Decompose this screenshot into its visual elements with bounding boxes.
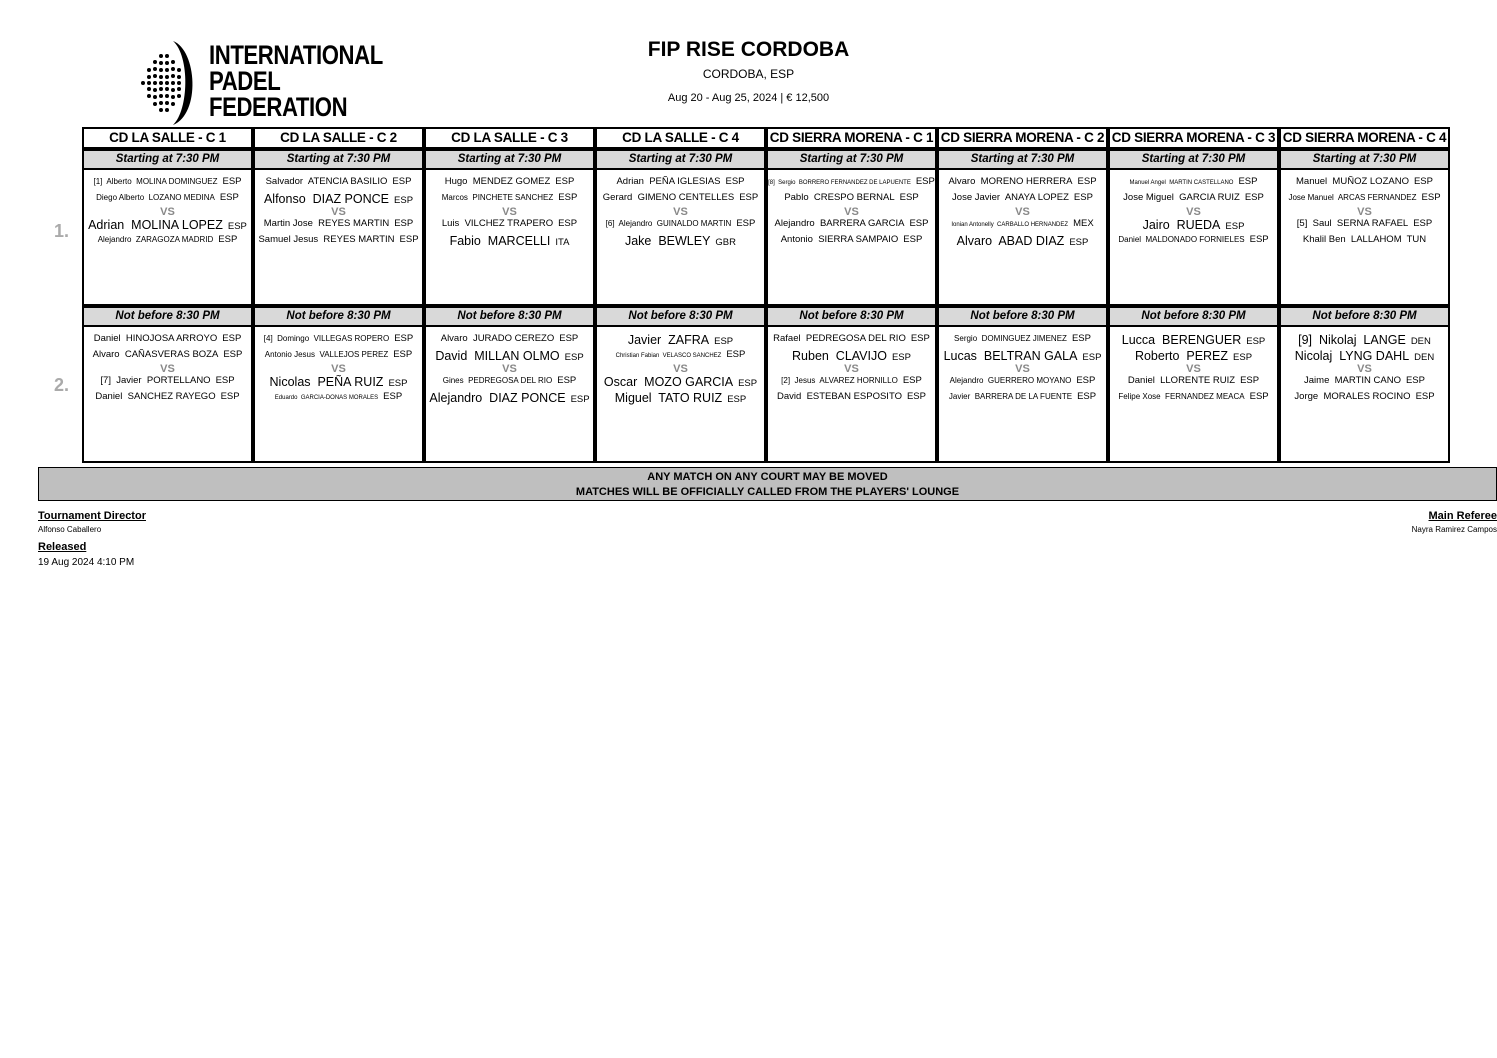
player-nationality: ESP xyxy=(906,391,926,402)
logo-line-1: INTERNATIONAL xyxy=(209,40,383,70)
player-line xyxy=(1110,391,1277,402)
match-time-bar: Starting at 7:30 PM xyxy=(253,149,424,170)
court-header: CD SIERRA MORENA - C 1 xyxy=(766,127,937,149)
versus-label: VS xyxy=(1015,363,1030,375)
match-cell xyxy=(595,170,766,306)
player-nationality: DEN xyxy=(1414,352,1435,363)
versus-label: VS xyxy=(1015,206,1030,218)
player-nationality: ESP xyxy=(223,349,243,360)
player-name: Jorge MORALES ROCINO xyxy=(1294,391,1411,402)
player-line xyxy=(939,234,1106,248)
player-nationality: ESP xyxy=(383,391,403,402)
player-name: Antonio Jesus VALLEJOS PEREZ xyxy=(264,350,389,359)
match-time-bar: Not before 8:30 PM xyxy=(766,306,937,327)
player-line xyxy=(1281,391,1448,402)
player-name: Alfonso DIAZ PONCE xyxy=(263,192,390,206)
match-cell xyxy=(766,170,937,306)
player-line xyxy=(768,349,935,363)
match-cell xyxy=(937,327,1108,463)
versus-label: VS xyxy=(1357,206,1372,218)
player-line xyxy=(84,349,251,360)
match-cell xyxy=(424,170,595,306)
player-name: Marcos PINCHETE SANCHEZ xyxy=(441,193,554,202)
versus-label: VS xyxy=(1186,206,1201,218)
player-nationality: ESP xyxy=(557,375,577,386)
player-line xyxy=(255,192,422,206)
player-name: Fabio MARCELLI xyxy=(449,234,551,248)
player-name: Daniel HINOJOSA ARROYO xyxy=(93,333,218,344)
player-nationality: ESP xyxy=(899,192,919,203)
versus-label: VS xyxy=(502,363,517,375)
player-nationality: ESP xyxy=(910,333,930,344)
player-name: Gines PEDREGOSA DEL RIO xyxy=(442,376,553,385)
player-line xyxy=(1281,333,1448,347)
player-line xyxy=(84,218,251,232)
player-nationality: ESP xyxy=(558,218,578,229)
player-nationality: ESP xyxy=(227,221,247,232)
player-nationality: ESP xyxy=(739,192,759,203)
tournament-title: FIP RISE CORDOBA xyxy=(647,38,850,61)
player-nationality: ESP xyxy=(399,234,419,245)
player-name: Daniel LLORENTE RUIZ xyxy=(1127,375,1236,386)
player-name: Alejandro DIAZ PONCE xyxy=(429,391,566,405)
player-line xyxy=(426,391,593,405)
court-column xyxy=(82,127,253,463)
match-cell xyxy=(424,327,595,463)
player-name: Nicolaj LYNG DAHL xyxy=(1294,349,1410,363)
player-name: Pablo CRESPO BERNAL xyxy=(784,192,895,203)
versus-label: VS xyxy=(502,206,517,218)
player-name: [5] Saul SERNA RAFAEL xyxy=(1296,218,1409,229)
round-number-1: 1. xyxy=(54,221,70,241)
player-line xyxy=(939,333,1106,344)
player-line xyxy=(426,333,593,344)
player-line xyxy=(426,192,593,203)
versus-label: VS xyxy=(331,363,346,375)
player-line xyxy=(768,375,935,386)
versus-label: VS xyxy=(844,206,859,218)
player-line xyxy=(939,218,1106,229)
player-line xyxy=(939,192,1106,203)
player-nationality: ESP xyxy=(1413,218,1433,229)
player-nationality: ESP xyxy=(1246,336,1266,347)
court-header: CD SIERRA MORENA - C 3 xyxy=(1108,127,1279,149)
player-name: Christian Fabian VELASCO SANCHEZ xyxy=(615,353,722,359)
player-name: David ESTEBAN ESPOSITO xyxy=(777,391,902,402)
player-nationality: ESP xyxy=(394,333,414,344)
tournament-director-name: Alfonso Caballero xyxy=(38,525,102,534)
match-cell xyxy=(1279,327,1450,463)
versus-label: VS xyxy=(844,363,859,375)
player-name: Adrian MOLINA LOPEZ xyxy=(88,218,223,232)
player-line xyxy=(768,234,935,245)
player-name: Khalil Ben LALLAHOM xyxy=(1302,234,1402,245)
player-name: Jairo RUEDA xyxy=(1142,218,1221,232)
match-time-bar: Starting at 7:30 PM xyxy=(1279,149,1450,170)
player-nationality: ESP xyxy=(559,333,579,344)
player-name: Martin Jose REYES MARTIN xyxy=(263,218,390,229)
player-nationality: ESP xyxy=(219,192,239,203)
player-name: Antonio SIERRA SAMPAIO xyxy=(780,234,899,245)
player-line xyxy=(597,218,764,229)
player-nationality: TUN xyxy=(1406,234,1427,245)
player-line xyxy=(84,176,251,187)
player-line xyxy=(426,375,593,386)
player-nationality: GBR xyxy=(715,237,737,248)
player-name: [6] Alejandro GUINALDO MARTIN xyxy=(605,219,732,228)
player-nationality: ESP xyxy=(738,378,758,389)
player-nationality: DEN xyxy=(1410,336,1431,347)
player-nationality: ITA xyxy=(555,237,570,248)
player-nationality: ESP xyxy=(215,375,235,386)
player-nationality: ESP xyxy=(1238,176,1258,187)
player-name: Alejandro BARRERA GARCIA xyxy=(774,218,905,229)
tournament-dates-prize: Aug 20 - Aug 25, 2024 | € 12,500 xyxy=(667,92,830,104)
player-nationality: ESP xyxy=(902,375,922,386)
player-nationality: ESP xyxy=(725,176,745,187)
versus-label: VS xyxy=(1357,363,1372,375)
player-line xyxy=(768,218,935,229)
player-nationality: ESP xyxy=(903,234,923,245)
match-cell xyxy=(253,327,424,463)
player-line xyxy=(1110,176,1277,187)
player-line xyxy=(1110,218,1277,232)
versus-label: VS xyxy=(673,206,688,218)
player-line xyxy=(255,333,422,344)
player-nationality: ESP xyxy=(1082,352,1102,363)
player-line xyxy=(768,176,935,187)
match-cell xyxy=(82,327,253,463)
court-header: CD SIERRA MORENA - C 2 xyxy=(937,127,1108,149)
versus-label: VS xyxy=(160,363,175,375)
court-header: CD SIERRA MORENA - C 4 xyxy=(1279,127,1450,149)
player-line xyxy=(1281,176,1448,187)
player-line xyxy=(768,192,935,203)
player-nationality: ESP xyxy=(555,176,575,187)
player-line xyxy=(426,218,593,229)
player-nationality: ESP xyxy=(1077,391,1097,402)
match-time-bar: Starting at 7:30 PM xyxy=(82,149,253,170)
player-nationality: ESP xyxy=(915,176,935,187)
round-number-2: 2. xyxy=(54,375,70,395)
player-nationality: ESP xyxy=(394,195,414,206)
court-header: CD LA SALLE - C 1 xyxy=(82,127,253,149)
player-name: Jose Manuel ARCAS FERNANDEZ xyxy=(1288,193,1417,202)
player-line xyxy=(597,234,764,248)
player-nationality: ESP xyxy=(564,352,584,363)
player-line xyxy=(255,176,422,187)
player-line xyxy=(426,176,593,187)
player-name: Jaime MARTIN CANO xyxy=(1304,375,1401,386)
player-name: [4] Domingo VILLEGAS ROPERO xyxy=(263,334,390,343)
player-name: Luis VILCHEZ TRAPERO xyxy=(441,218,554,229)
player-name: Miguel TATO RUIZ xyxy=(614,391,723,405)
match-time-bar: Not before 8:30 PM xyxy=(1108,306,1279,327)
player-nationality: ESP xyxy=(222,176,242,187)
player-nationality: ESP xyxy=(394,218,414,229)
player-nationality: ESP xyxy=(1244,192,1264,203)
player-line xyxy=(1281,218,1448,229)
player-line xyxy=(1281,375,1448,386)
player-name: Samuel Jesus REYES MARTIN xyxy=(258,234,395,245)
player-nationality: ESP xyxy=(1076,375,1096,386)
player-line xyxy=(255,391,422,402)
main-referee-label: Main Referee xyxy=(1428,510,1497,522)
notice-banner xyxy=(38,467,1497,501)
versus-label: VS xyxy=(331,206,346,218)
match-cell xyxy=(1108,327,1279,463)
match-time-bar: Starting at 7:30 PM xyxy=(424,149,595,170)
player-name: Manuel MUÑOZ LOZANO xyxy=(1296,176,1409,187)
player-line xyxy=(768,391,935,402)
player-line xyxy=(1110,192,1277,203)
player-nationality: ESP xyxy=(393,349,413,360)
player-line xyxy=(597,375,764,389)
match-time-bar: Not before 8:30 PM xyxy=(82,306,253,327)
logo-line-2: PADEL xyxy=(209,66,281,96)
player-nationality: ESP xyxy=(727,394,747,405)
player-nationality: ESP xyxy=(891,352,911,363)
versus-label: VS xyxy=(1186,363,1201,375)
player-nationality: ESP xyxy=(1077,176,1097,187)
player-nationality: ESP xyxy=(1073,192,1093,203)
player-name: Jake BEWLEY xyxy=(624,234,711,248)
match-time-bar: Not before 8:30 PM xyxy=(424,306,595,327)
player-nationality: ESP xyxy=(1405,375,1425,386)
match-time-bar: Not before 8:30 PM xyxy=(595,306,766,327)
notice-line-1: ANY MATCH ON ANY COURT MAY BE MOVED xyxy=(647,471,888,483)
player-line xyxy=(255,218,422,229)
player-name: Alejandro ZARAGOZA MADRID xyxy=(97,235,214,244)
player-line xyxy=(597,349,764,360)
player-line xyxy=(255,375,422,389)
player-line xyxy=(1110,234,1277,245)
player-line xyxy=(255,349,422,360)
player-line xyxy=(939,375,1106,386)
player-name: [9] Nikolaj LANGE xyxy=(1298,333,1406,347)
player-line xyxy=(84,375,251,386)
player-nationality: ESP xyxy=(220,391,240,402)
match-cell xyxy=(82,170,253,306)
player-line xyxy=(768,333,935,344)
player-line xyxy=(84,192,251,203)
match-time-bar: Starting at 7:30 PM xyxy=(1108,149,1279,170)
court-header: CD LA SALLE - C 2 xyxy=(253,127,424,149)
player-nationality: ESP xyxy=(1421,192,1441,203)
versus-label: VS xyxy=(673,363,688,375)
player-name: Daniel MALDONADO FORNIELES xyxy=(1118,235,1245,244)
match-cell xyxy=(937,170,1108,306)
player-name: Nicolas PEÑA RUIZ xyxy=(269,375,384,389)
player-name: Ionian Antonelly CARBALLO HERNANDEZ xyxy=(951,222,1069,228)
match-cell xyxy=(1108,170,1279,306)
player-line xyxy=(939,176,1106,187)
tournament-director-label: Tournament Director xyxy=(38,510,146,522)
player-nationality: ESP xyxy=(1233,352,1253,363)
match-cell xyxy=(253,170,424,306)
player-name: Manuel Angel MARTIN CASTELLANO xyxy=(1129,180,1234,186)
player-nationality: MEX xyxy=(1073,218,1094,229)
notice-line-2: MATCHES WILL BE OFFICIALLY CALLED FROM THE PLAYERS' LOUNGE xyxy=(575,486,960,498)
match-time-bar: Starting at 7:30 PM xyxy=(766,149,937,170)
player-name: [8] Sergio BORRERO FERNANDEZ DE LAPUENTE xyxy=(768,180,911,186)
player-nationality: ESP xyxy=(222,333,242,344)
court-column xyxy=(1108,127,1279,463)
player-line xyxy=(1281,192,1448,203)
player-nationality: ESP xyxy=(392,176,412,187)
match-cell xyxy=(1279,170,1450,306)
player-name: David MILLAN OLMO xyxy=(435,349,560,363)
player-name: Lucca BERENGUER xyxy=(1121,333,1242,347)
player-nationality: ESP xyxy=(1069,237,1089,248)
player-name: Eduardo GARCIA-DONAS MORALES xyxy=(274,395,379,401)
court-column xyxy=(937,127,1108,463)
player-nationality: ESP xyxy=(570,394,590,405)
tournament-location: CORDOBA, ESP xyxy=(702,67,795,81)
match-cell xyxy=(766,327,937,463)
match-cell xyxy=(595,327,766,463)
court-column xyxy=(424,127,595,463)
player-line xyxy=(597,391,764,405)
player-nationality: ESP xyxy=(1071,333,1091,344)
player-name: Alvaro CAÑASVERAS BOZA xyxy=(92,349,219,360)
player-nationality: ESP xyxy=(1413,176,1433,187)
logo-line-3: FEDERATION xyxy=(209,92,348,122)
player-name: Adrian PEÑA IGLESIAS xyxy=(616,176,721,187)
player-line xyxy=(1281,349,1448,363)
player-nationality: ESP xyxy=(714,336,734,347)
player-line xyxy=(255,234,422,245)
player-line xyxy=(426,234,593,248)
player-nationality: ESP xyxy=(1240,375,1260,386)
player-line xyxy=(84,234,251,245)
released-label: Released xyxy=(38,541,87,553)
match-time-bar: Not before 8:30 PM xyxy=(937,306,1108,327)
player-name: Hugo MENDEZ GOMEZ xyxy=(444,176,551,187)
player-name: Ruben CLAVIJO xyxy=(792,349,887,363)
player-nationality: ESP xyxy=(726,349,746,360)
player-name: Javier ZAFRA xyxy=(627,333,710,347)
versus-label: VS xyxy=(160,206,175,218)
court-header: CD LA SALLE - C 4 xyxy=(595,127,766,149)
player-line xyxy=(84,391,251,402)
court-column xyxy=(1279,127,1450,463)
player-line xyxy=(1110,333,1277,347)
player-nationality: ESP xyxy=(1249,391,1269,402)
player-name: [7] Javier PORTELLANO xyxy=(100,375,211,386)
court-header: CD LA SALLE - C 3 xyxy=(424,127,595,149)
player-line xyxy=(597,192,764,203)
match-time-bar: Starting at 7:30 PM xyxy=(937,149,1108,170)
player-name: Lucas BELTRAN GALA xyxy=(943,349,1078,363)
player-name: Sergio DOMINGUEZ JIMENEZ xyxy=(954,334,1067,343)
player-line xyxy=(426,349,593,363)
player-nationality: ESP xyxy=(1249,234,1269,245)
match-time-bar: Not before 8:30 PM xyxy=(253,306,424,327)
player-name: [1] Alberto MOLINA DOMINGUEZ xyxy=(93,177,218,186)
player-line xyxy=(1110,375,1277,386)
player-name: Rafael PEDREGOSA DEL RIO xyxy=(773,333,906,344)
player-line xyxy=(84,333,251,344)
player-name: [2] Jesus ALVAREZ HORNILLO xyxy=(781,376,898,385)
player-name: Alvaro JURADO CEREZO xyxy=(440,333,555,344)
player-name: Alvaro MORENO HERRERA xyxy=(948,176,1073,187)
player-name: Gerard GIMENO CENTELLES xyxy=(602,192,735,203)
court-column xyxy=(253,127,424,463)
court-column xyxy=(766,127,937,463)
match-time-bar: Starting at 7:30 PM xyxy=(595,149,766,170)
player-nationality: ESP xyxy=(558,192,578,203)
main-referee-name: Nayra Ramirez Campos xyxy=(1411,525,1497,534)
player-nationality: ESP xyxy=(218,234,238,245)
match-time-bar: Not before 8:30 PM xyxy=(1279,306,1450,327)
player-name: Alvaro ABAD DIAZ xyxy=(956,234,1065,248)
player-nationality: ESP xyxy=(388,378,408,389)
player-name: Roberto PEREZ xyxy=(1134,349,1229,363)
player-line xyxy=(1110,349,1277,363)
player-line xyxy=(597,333,764,347)
player-line xyxy=(597,176,764,187)
player-line xyxy=(939,391,1106,402)
player-line xyxy=(939,349,1106,363)
player-name: Jose Javier ANAYA LOPEZ xyxy=(952,192,1069,203)
court-column xyxy=(595,127,766,463)
player-nationality: ESP xyxy=(1415,391,1435,402)
player-name: Alejandro GUERRERO MOYANO xyxy=(949,376,1072,385)
player-name: Salvador ATENCIA BASILIO xyxy=(265,176,388,187)
player-name: Oscar MOZO GARCIA xyxy=(603,375,734,389)
player-name: Daniel SANCHEZ RAYEGO xyxy=(95,391,216,402)
player-name: Jose Miguel GARCIA RUIZ xyxy=(1123,192,1240,203)
order-of-play-grid xyxy=(82,127,1450,463)
player-name: Diego Alberto LOZANO MEDINA xyxy=(96,193,215,202)
player-name: Felipe Xose FERNANDEZ MEACA xyxy=(1118,392,1245,401)
player-nationality: ESP xyxy=(909,218,929,229)
player-name: Javier BARRERA DE LA FUENTE xyxy=(948,392,1073,401)
player-nationality: ESP xyxy=(736,218,756,229)
player-line xyxy=(1281,234,1448,245)
released-timestamp: 19 Aug 2024 4:10 PM xyxy=(38,557,135,568)
player-nationality: ESP xyxy=(1225,221,1245,232)
